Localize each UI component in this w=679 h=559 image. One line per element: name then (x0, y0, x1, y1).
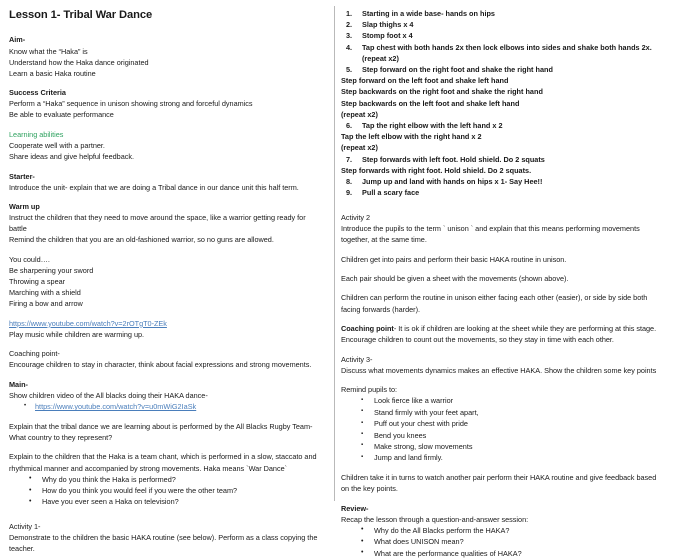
spacer (341, 464, 673, 472)
spacer (9, 79, 324, 87)
review-intro: Recap the lesson through a question-and-answer session: (341, 514, 529, 524)
activity2-line: together, at the same time. (341, 235, 427, 245)
aim-heading: Aim- (9, 35, 26, 45)
routine-step-subline: (repeat x2) (362, 53, 399, 63)
main-section (9, 379, 324, 508)
routine-step-number: 9. (346, 188, 353, 198)
routine-step-text: Step forwards with left foot. Hold shield. Do 2 squats (362, 154, 545, 164)
activity1-line: Demonstrate to the children the basic HAKA routine (see below). Perform as a class copying the (9, 533, 318, 543)
routine-step-number: 6. (346, 121, 353, 131)
you-could-item: Throwing a spear (9, 277, 66, 287)
learning-abilities-heading: Learning abilities (9, 129, 64, 139)
routine-step-number: 8. (346, 177, 353, 187)
activity3-line: Discuss what movements dynamics makes an effective HAKA. Show the children some key points (341, 365, 657, 375)
list-item: • What does UNISON mean? (341, 536, 673, 547)
coaching-point-heading: Coaching point- (9, 349, 60, 359)
page-title: Lesson 1- Tribal War Dance (9, 9, 153, 21)
routine-step-text: Step forward on the right foot and shake the right hand (362, 65, 553, 75)
spacer (9, 162, 324, 170)
haka-routine-list-cont (341, 120, 673, 131)
activity3-section (341, 354, 673, 495)
routine-step-subline: Step backwards on the right foot and shake the right hand (341, 87, 543, 97)
routine-step (341, 19, 673, 30)
warm-up-section (9, 201, 324, 309)
routine-step-number: 4. (346, 42, 353, 52)
aim-line: Learn a basic Haka routine (9, 68, 96, 78)
routine-step (341, 120, 673, 131)
main-intro: Show children video of the All blacks doing their HAKA dance- (9, 391, 208, 400)
list-item: • How do you think you would feel if you were the other team? (9, 485, 324, 496)
remind-pupils-list (341, 395, 673, 463)
main-heading: Main- (9, 379, 28, 389)
starter-section (9, 171, 324, 193)
list-item: • Why do the All Blacks perform the HAKA? (341, 525, 673, 536)
you-could-item: Firing a bow and arrow (9, 299, 83, 309)
haka-routine-list-cont (341, 64, 673, 75)
activity3-closing-line: Children take it in turns to watch another pair perform their HAKA routine and give feedback based (341, 473, 657, 483)
list-item (9, 401, 324, 412)
spacer (341, 376, 673, 384)
routine-step (341, 187, 673, 198)
routine-step (341, 176, 673, 187)
learning-abilities-line: Share ideas and give helpful feedback. (9, 152, 134, 162)
activity2-line: Introduce the pupils to the term ` unison ` and explain that this means performing movements (341, 223, 640, 233)
review-question-list (341, 525, 673, 559)
spacer (341, 315, 673, 323)
routine-step (341, 64, 673, 75)
haka-routine-list (341, 8, 673, 53)
spacer (9, 413, 324, 421)
routine-step-subline: Step forwards with right foot. Hold shield. Do 2 squats. (341, 165, 532, 175)
list-item: • Why do you think the Haka is performed? (9, 474, 324, 485)
main-paragraph-line: rhythmical manner and accompanied by strong movements. Haka means `War Dance` (9, 463, 288, 473)
routine-step (341, 30, 673, 41)
warm-up-video-link[interactable]: https://www.youtube.com/watch?v=2rOTgT0-ZEk (9, 318, 167, 328)
activity2-coaching-point (341, 323, 673, 334)
list-item: ▪ Puff out your chest with pride (341, 418, 673, 429)
routine-step (341, 154, 673, 165)
activity1-line: teacher. (9, 544, 35, 554)
warm-up-line: Instruct the children that they need to move around the space, like a warrior getting ready for battle (9, 213, 306, 234)
spacer (341, 265, 673, 273)
coaching-point-text: - It is ok if children are looking at the sheet while they are performing at this stage. (393, 324, 657, 334)
main-paragraph-line: What country to they represent? (9, 432, 113, 442)
spacer (9, 120, 324, 128)
haka-routine-list-cont (341, 154, 673, 165)
activity2-paragraph: Children get into pairs and perform their basic HAKA routine in unison. (341, 254, 567, 264)
starter-heading: Starter- (9, 171, 35, 181)
you-could-heading: You could…. (9, 254, 50, 264)
success-criteria-line: Be able to evaluate performance (9, 110, 114, 120)
routine-step (341, 42, 673, 53)
list-item: ▪ Look fierce like a warrior (341, 395, 673, 406)
warm-up-video-link-block (9, 318, 324, 340)
list-item: • What are the performance qualities of HAKA? (341, 548, 673, 559)
aim-line: Understand how the Haka dance originated (9, 57, 149, 67)
routine-step-text: Jump up and land with hands on hips x 1- Say Hee!! (362, 177, 543, 187)
activity1-section (9, 521, 324, 554)
routine-step-number: 3. (346, 31, 353, 41)
routine-step-text: Stomp foot x 4 (362, 31, 413, 41)
activity3-closing-line: on the key points. (341, 484, 398, 494)
warm-up-line: Remind the children that you are an old-fashioned warrior, so no guns are allowed. (9, 235, 274, 245)
routine-step-text: Slap thighs x 4 (362, 20, 414, 30)
activity2-paragraph: facing forwards (harder). (341, 304, 420, 314)
spacer (9, 371, 324, 379)
main-paragraph-line: Explain that the tribal dance we are learning about is performed by the All Blacks Rugby Team- (9, 421, 313, 431)
haka-routine-list-cont (341, 176, 673, 198)
list-item: ▪ Make strong, slow movements (341, 441, 673, 452)
spacer (9, 443, 324, 451)
aim-section (9, 34, 324, 78)
spacer (9, 508, 324, 516)
starter-line: Introduce the unit- explain that we are doing a Tribal dance in our dance unit this half term. (9, 182, 299, 192)
you-could-item: Marching with a shield (9, 288, 81, 298)
list-item: ▪ Jump and land firmly. (341, 452, 673, 463)
activity2-paragraph: Each pair should be given a sheet with the movements (shown above). (341, 274, 569, 283)
right-column (335, 0, 679, 558)
list-item: • Have you ever seen a Haka on television? (9, 496, 324, 507)
spacer (9, 246, 324, 254)
spacer (9, 340, 324, 348)
review-heading: Review- (341, 503, 369, 513)
list-item: ▪ Stand firmly with your feet apart, (341, 407, 673, 418)
all-blacks-video-link[interactable]: https://www.youtube.com/watch?v=u0mWiG2IaSk (35, 402, 197, 412)
routine-step-text: Pull a scary face (362, 188, 420, 198)
spacer (341, 345, 673, 353)
routine-step-number: 7. (346, 154, 353, 164)
haka-routine-section (341, 8, 673, 198)
main-question-list (9, 474, 324, 508)
learning-abilities-line: Cooperate well with a partner. (9, 140, 105, 150)
routine-step-subline: Step backwards on the left foot and shake left hand (341, 98, 520, 108)
review-section (341, 503, 673, 559)
left-column (0, 0, 334, 554)
activity2-heading: Activity 2 (341, 212, 370, 222)
coaching-point-line: Encourage children to stay in character, think about facial expressions and strong movements. (9, 360, 312, 370)
spacer (341, 284, 673, 292)
routine-step-text: Tap chest with both hands 2x then lock elbows into sides and shake both hands 2x. (362, 42, 652, 52)
spacer (341, 198, 673, 206)
routine-step-subline: (repeat x2) (341, 143, 378, 153)
activity1-heading: Activity 1- (9, 522, 41, 532)
list-item: ▪ Bend you knees (341, 430, 673, 441)
warm-up-music-note: Play music while children are warming up. (9, 329, 145, 339)
learning-abilities-section (9, 129, 324, 162)
success-criteria-section (9, 87, 324, 120)
routine-step-subline: Tap the left elbow with the right hand x 2 (341, 132, 482, 142)
success-criteria-heading: Success Criteria (9, 88, 66, 98)
main-paragraph-line: Explain to the children that the Haka is a team chant, which is performed in a slow, staccato and (9, 452, 317, 462)
routine-step-subline: Step forward on the left foot and shake left hand (341, 76, 509, 86)
spacer (9, 309, 324, 317)
coaching-point-section (9, 348, 324, 370)
main-video-link-list (9, 401, 324, 412)
spacer (9, 193, 324, 201)
routine-step-subline: (repeat x2) (341, 109, 378, 119)
remind-pupils-heading: Remind pupils to: (341, 385, 398, 395)
success-criteria-line: Perform a “Haka” sequence in unison showing strong and forceful dynamics (9, 99, 253, 109)
spacer (341, 245, 673, 253)
activity3-heading: Activity 3- (341, 354, 373, 364)
aim-line: Know what the “Haka” is (9, 46, 88, 56)
activity2-paragraph: Children can perform the routine in unison either facing each other (easier), or side by side both (341, 293, 648, 303)
routine-step-number: 5. (346, 65, 353, 75)
activity2-coaching-point-line: Encourage children to count out the movements, so they stay in time with each other. (341, 335, 614, 345)
spacer (341, 494, 673, 502)
coaching-point-label: Coaching point (341, 324, 394, 334)
routine-step (341, 8, 673, 19)
activity2-section (341, 212, 673, 345)
warm-up-heading: Warm up (9, 202, 40, 212)
routine-step-text: Tap the right elbow with the left hand x 2 (362, 121, 503, 131)
you-could-item: Be sharpening your sword (9, 265, 94, 275)
routine-step-number: 1. (346, 9, 353, 18)
routine-step-number: 2. (346, 20, 353, 30)
routine-step-text: Starting in a wide base- hands on hips (362, 9, 495, 18)
